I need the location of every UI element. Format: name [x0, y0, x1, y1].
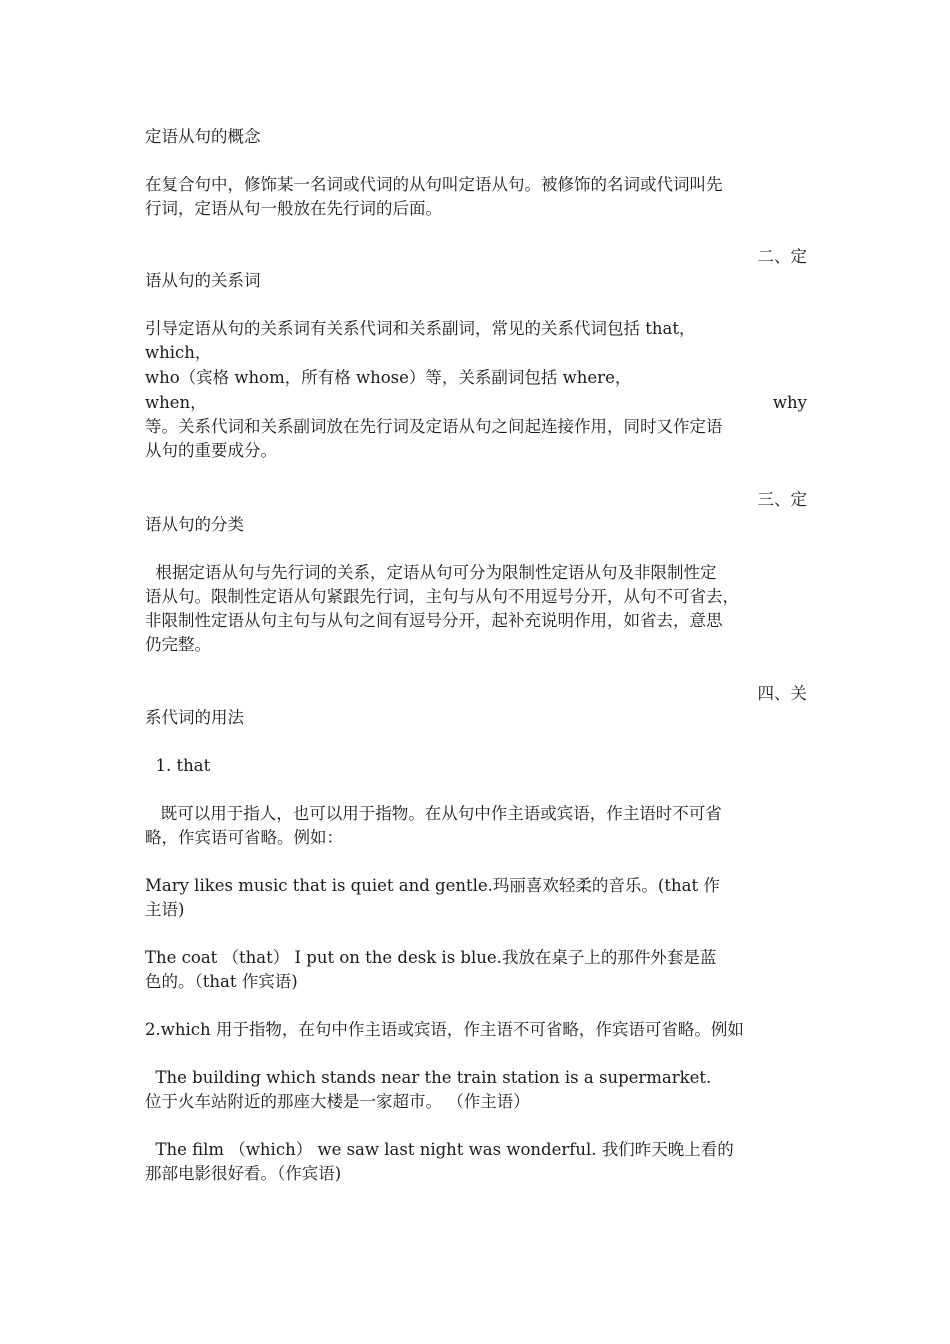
- paragraph-line: 等。关系代词和关系副词放在先行词及定语从句之间起连接作用，同时又作定语: [145, 417, 723, 436]
- paragraph-line: 语从句。限制性定语从句紧跟先行词，主句与从句不用逗号分开，从句不可省去，: [145, 587, 739, 606]
- paragraph-line: which，: [145, 343, 212, 362]
- item-title-that: 1. that: [145, 756, 211, 775]
- example-line: Mary likes music that is quiet and gentle.玛丽喜欢轻柔的音乐。(that 作: [145, 876, 720, 895]
- example-line: 色的。（that 作宾语): [145, 972, 298, 991]
- paragraph-line: 仍完整。: [145, 635, 211, 654]
- split-line-right: why: [772, 393, 807, 412]
- paragraph-line: 非限制性定语从句主句与从句之间有逗号分开，起补充说明作用，如省去，意思: [145, 611, 723, 630]
- section-title-concept: 定语从句的概念: [145, 127, 261, 146]
- example-line: The coat （that） I put on the desk is blue.我放在桌子上的那件外套是蓝: [145, 948, 717, 967]
- section-heading-4-part1: 四、关: [757, 684, 807, 703]
- section-heading-3-part1: 三、定: [757, 490, 807, 509]
- paragraph-line: 略，作宾语可省略。例如：: [145, 828, 343, 847]
- paragraph-line: 根据定语从句与先行词的关系，定语从句可分为限制性定语从句及非限制性定: [145, 563, 717, 582]
- example-line: The building which stands near the train station is a supermarket.: [145, 1068, 712, 1087]
- split-line-left: when，: [145, 393, 207, 412]
- example-line: 位于火车站附近的那座大楼是一家超市。 （作主语）: [145, 1092, 530, 1111]
- paragraph-line: who（宾格 whom，所有格 whose）等，关系副词包括 where，: [145, 368, 632, 387]
- paragraph-line: 既可以用于指人，也可以用于指物。在从句中作主语或宾语，作主语时不可省: [145, 804, 722, 823]
- paragraph-line: 在复合句中，修饰某一名词或代词的从句叫定语从句。被修饰的名词或代词叫先: [145, 175, 723, 194]
- split-line: [145, 391, 807, 415]
- section-heading-2-part1: 二、定: [757, 247, 807, 266]
- example-line: 主语): [145, 900, 185, 919]
- section-heading-2-part2: 语从句的关系词: [145, 271, 261, 290]
- item-title-which: 2.which 用于指物，在句中作主语或宾语，作主语不可省略，作宾语可省略。例如: [145, 1020, 744, 1039]
- paragraph-line: 行词，定语从句一般放在先行词的后面。: [145, 199, 442, 218]
- example-line: The film （which） we saw last night was wonderful. 我们昨天晚上看的: [145, 1140, 734, 1159]
- section-heading-4-part2: 系代词的用法: [145, 708, 244, 727]
- section-heading-3-part2: 语从句的分类: [145, 515, 244, 534]
- example-line: 那部电影很好看。（作宾语): [145, 1164, 342, 1183]
- paragraph-line: 引导定语从句的关系词有关系代词和关系副词，常见的关系代词包括 that，: [145, 319, 696, 338]
- paragraph-line: 从句的重要成分。: [145, 441, 277, 460]
